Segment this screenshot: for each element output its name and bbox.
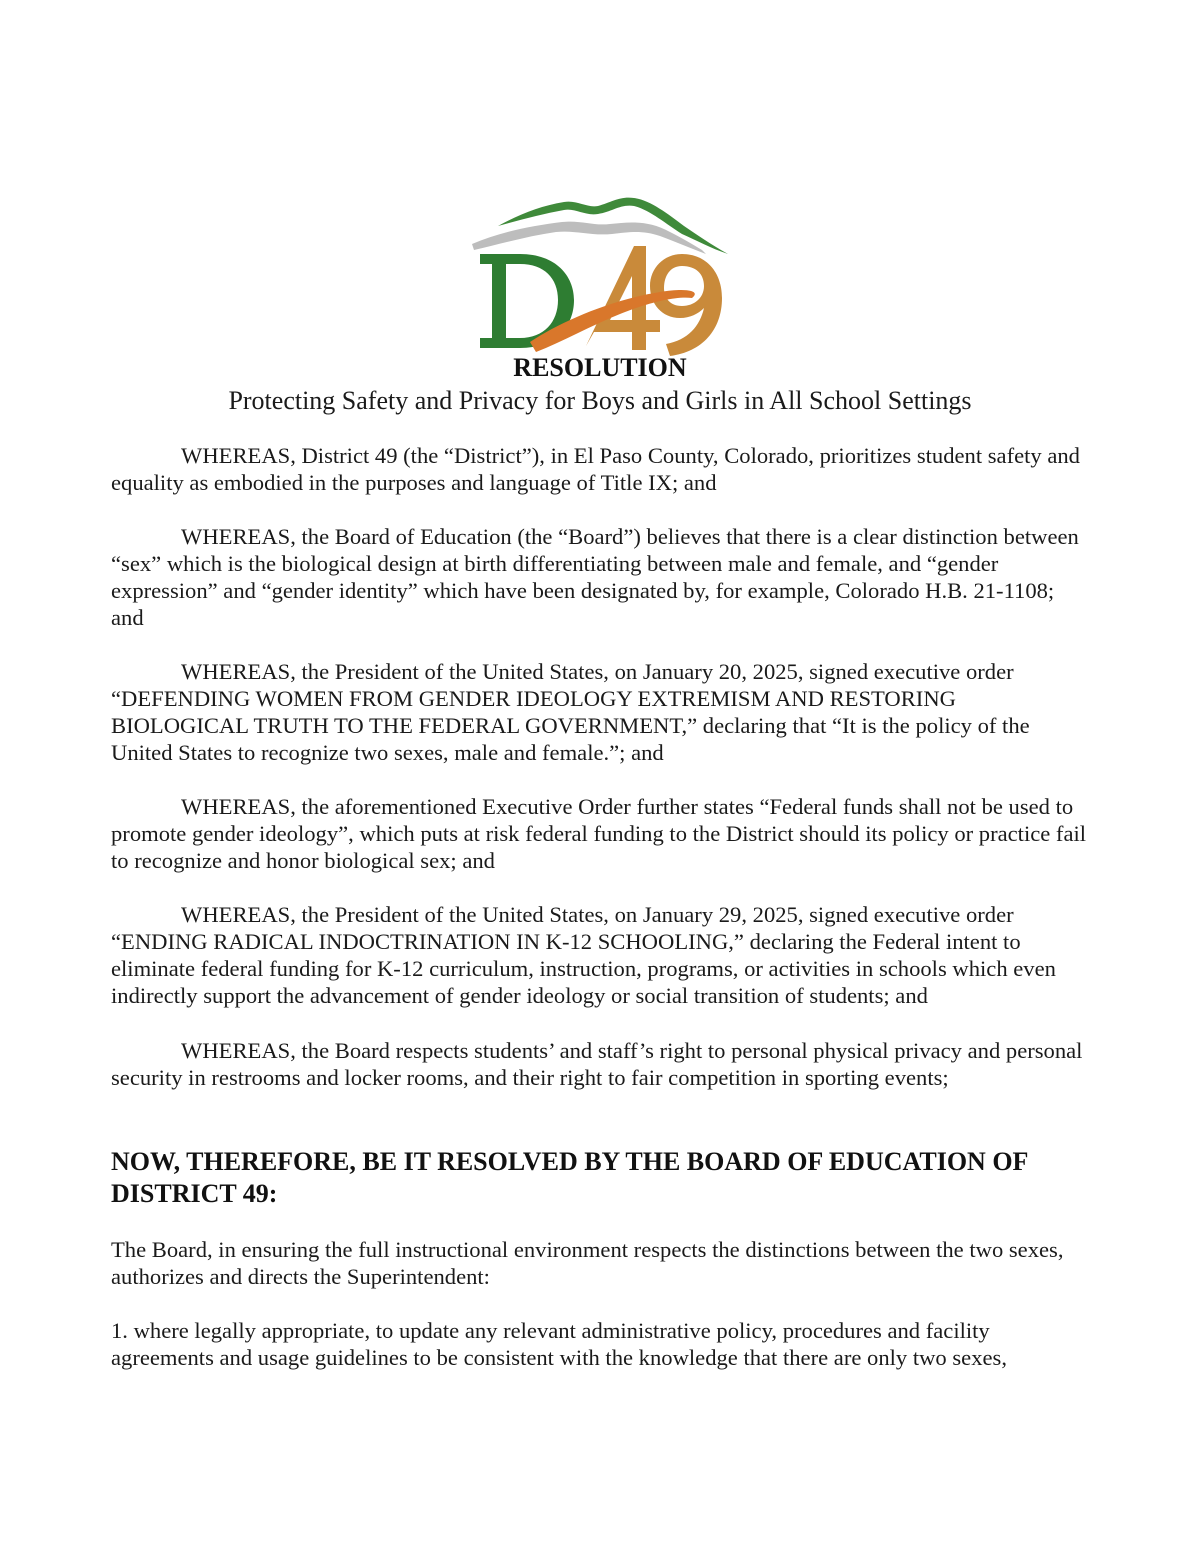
resolution-subtitle: Protecting Safety and Privacy for Boys and Girls in All School Settings bbox=[228, 386, 972, 415]
whereas-clause: WHEREAS, the Board of Education (the “Board”) believes that there is a clear distinction between “sex” which is the biological design at birth differentiating between male and female, and “gender expression” and “gender identity” which have been designated by, for example, Colorado H.B. 21-1108; and bbox=[111, 524, 1079, 630]
whereas-clause: WHEREAS, the aforementioned Executive Order further states “Federal funds shall not be used to promote gender ideology”, which puts at risk federal funding to the District should its policy or practice fail to recognize and honor biological sex; and bbox=[111, 794, 1087, 873]
resolved-heading: NOW, THEREFORE, BE IT RESOLVED BY THE BOARD OF EDUCATION OF DISTRICT 49: bbox=[111, 1147, 1028, 1208]
whereas-clause: WHEREAS, the Board respects students’ and staff’s right to personal physical privacy and personal security in restrooms and locker rooms, and their right to fair competition in sporting events; bbox=[111, 1038, 1083, 1090]
logo-numeral-9 bbox=[650, 254, 722, 356]
whereas-clause: WHEREAS, the President of the United States, on January 29, 2025, signed executive order “ENDING RADICAL INDOCTRINATION IN K-12 SCHOOLING,” declaring the Federal intent to eliminate federal funding for K-12 curriculum, instruction, programs, or activities in schools which even indirectly support the advancement of gender ideology or social transition of students; and bbox=[111, 902, 1056, 1008]
resolved-item: 1. where legally appropriate, to update any relevant administrative policy, procedures and facility agreements and usage guidelines to be consistent with the knowledge that there are only two sexes, bbox=[111, 1318, 1007, 1370]
resolution-title: RESOLUTION bbox=[513, 353, 687, 382]
d49-logo bbox=[470, 192, 732, 356]
whereas-clause: WHEREAS, the President of the United States, on January 20, 2025, signed executive order “DEFENDING WOMEN FROM GENDER IDEOLOGY EXTREMISM AND RESTORING BIOLOGICAL TRUTH TO THE FEDERAL GOVERNMENT,” declaring that “It is the policy of the United States to recognize two sexes, male and female.”; and bbox=[111, 659, 1030, 765]
resolved-intro: The Board, in ensuring the full instructional environment respects the distinctions between the two sexes, authorizes and directs the Superintendent: bbox=[111, 1237, 1064, 1289]
whereas-clause: WHEREAS, District 49 (the “District”), in El Paso County, Colorado, prioritizes student safety and equality as embodied in the purposes and language of Title IX; and bbox=[111, 443, 1080, 495]
